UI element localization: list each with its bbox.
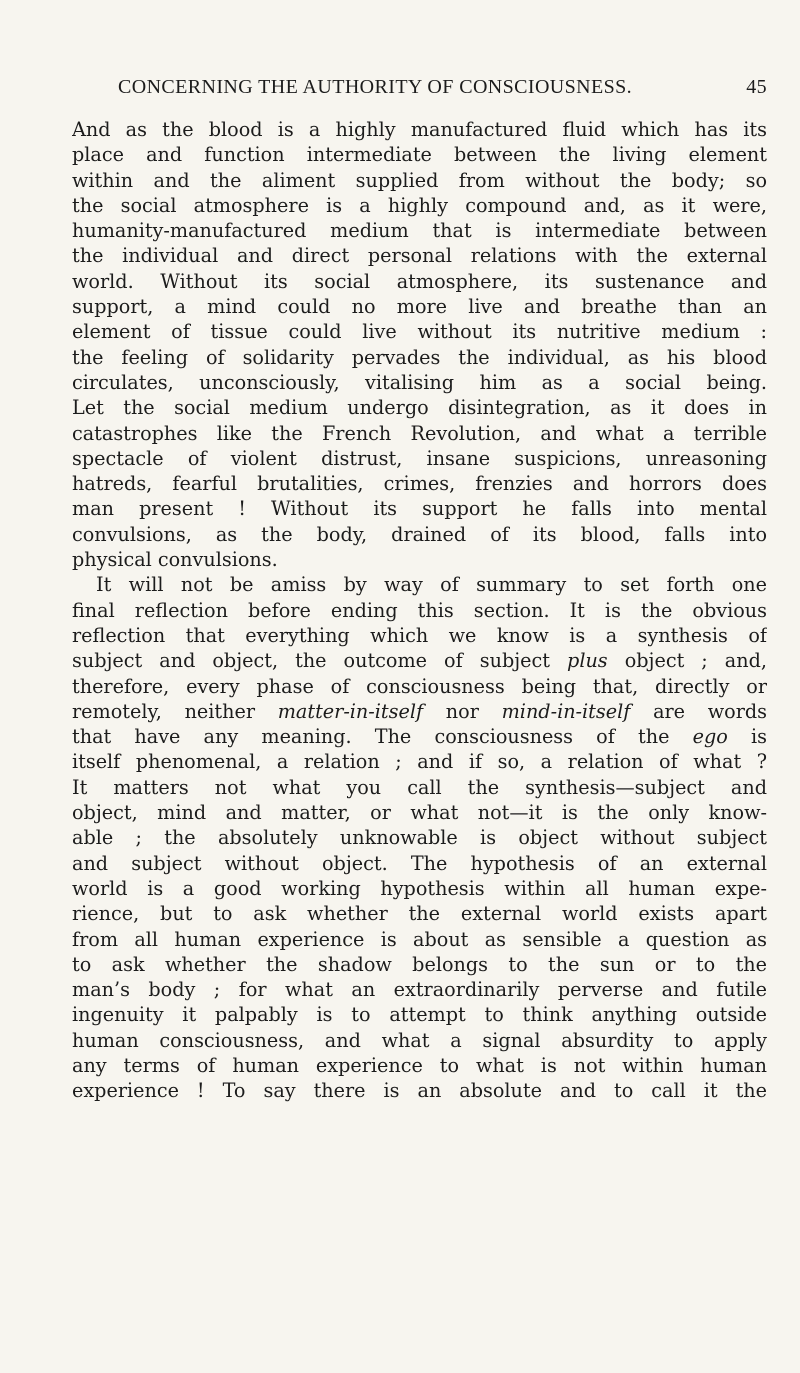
text-line: the social atmosphere is a highly compound and, as it were, — [72, 193, 767, 217]
running-title: CONCERNING THE AUTHORITY OF CONSCIOUSNESS. — [118, 76, 633, 98]
text-line: from all human experience is about as sensible a question as — [72, 927, 767, 951]
text-line: subject and object, the outcome of subject plus object ; and, — [72, 649, 767, 673]
text-line: that have any meaning. The consciousness of the ego is — [72, 725, 767, 749]
text-line: physical convulsions. — [72, 548, 278, 572]
italic-term: plus — [567, 649, 608, 673]
text-line: catastrophes like the French Revolution, and what a terrible — [72, 421, 767, 445]
text-line: object, mind and matter, or what not—it is the only know- — [72, 801, 767, 825]
text-line: hatreds, fearful brutalities, crimes, frenzies and horrors does — [72, 472, 767, 496]
text-line: It will not be amiss by way of summary to set forth one — [96, 573, 767, 597]
text-line: spectacle of violent distrust, insane suspicions, unreasoning — [72, 446, 767, 470]
text-line: world is a good working hypothesis within all human expe- — [72, 876, 767, 900]
text-line: any terms of human experience to what is not within human — [72, 1053, 767, 1077]
text-line: support, a mind could no more live and breathe than an — [72, 295, 767, 319]
text-line: the feeling of solidarity pervades the individual, as his blood — [72, 345, 767, 369]
text-line: ingenuity it palpably is to attempt to think anything outside — [72, 1003, 767, 1027]
text-line: human consciousness, and what a signal absurdity to apply — [72, 1028, 767, 1052]
text-line: element of tissue could live without its nutritive medium : — [72, 320, 767, 344]
text-line: It matters not what you call the synthesis—subject and — [72, 775, 767, 799]
text-line: Let the social medium undergo disintegration, as it does in — [72, 396, 767, 420]
text-line: man’s body ; for what an extraordinarily perverse and futile — [72, 978, 767, 1002]
text-line: the individual and direct personal relations with the external — [72, 244, 767, 268]
text-line: and subject without object. The hypothesis of an external — [72, 851, 767, 875]
text-line: itself phenomenal, a relation ; and if so, a relation of what ? — [72, 750, 767, 774]
text-line: therefore, every phase of consciousness being that, directly or — [72, 674, 767, 698]
text-line: world. Without its social atmosphere, its sustenance and — [72, 269, 767, 293]
text-line: man present ! Without its support he falls into mental — [72, 497, 767, 521]
text-line: place and function intermediate between the living element — [72, 143, 767, 167]
text-line: within and the aliment supplied from without the body; so — [72, 168, 767, 192]
italic-term: matter-in-itself — [277, 699, 424, 723]
text-line: reflection that everything which we know is a synthesis of — [72, 623, 767, 647]
italic-term: mind-in-itself — [501, 699, 631, 723]
body-text — [72, 117, 767, 1104]
text-line: able ; the absolutely unknowable is object without subject — [72, 826, 767, 850]
running-head — [72, 72, 767, 102]
text-line: experience ! To say there is an absolute and to call it the — [72, 1079, 767, 1103]
text-line: final reflection before ending this section. It is the obvious — [72, 598, 767, 622]
text-line: to ask whether the shadow belongs to the sun or to the — [72, 952, 767, 976]
text-line: humanity-manufactured medium that is intermediate between — [72, 219, 767, 243]
text-line: remotely, neither matter-in-itself nor mind-in-itself are words — [72, 699, 767, 723]
text-line: rience, but to ask whether the external world exists apart — [72, 902, 767, 926]
page-number: 45 — [746, 76, 767, 98]
text-line: circulates, unconsciously, vitalising him as a social being. — [72, 370, 767, 394]
text-line: convulsions, as the body, drained of its blood, falls into — [72, 522, 767, 546]
text-line: And as the blood is a highly manufactured fluid which has its — [72, 118, 767, 141]
italic-term: ego — [692, 725, 728, 749]
